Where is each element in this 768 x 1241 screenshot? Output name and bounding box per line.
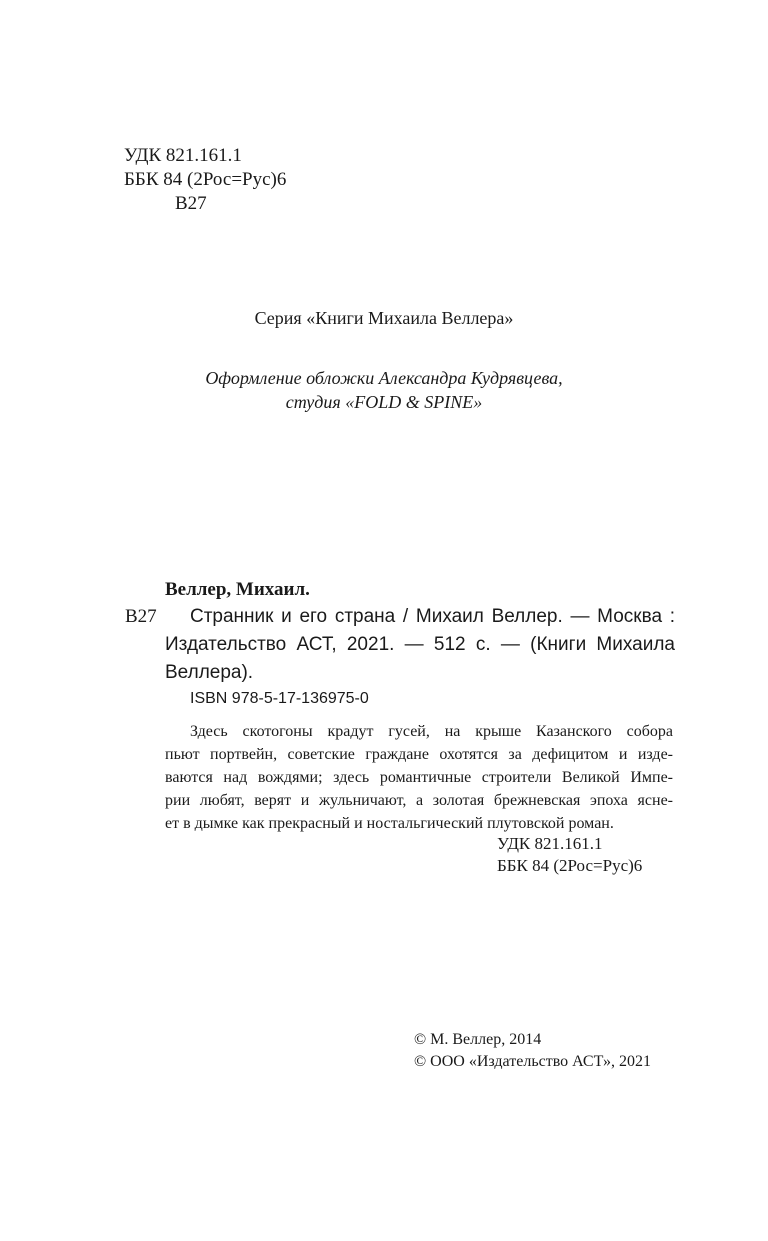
udk-code: УДК 821.161.1 xyxy=(124,145,242,166)
annotation-line: ваются над вождями; здесь романтичные строители Великой Импе- xyxy=(165,769,673,786)
copyright-block xyxy=(414,1029,651,1073)
bbk-code: ББК 84 (2Рос=Рус)6 xyxy=(124,169,287,190)
bibliographic-description xyxy=(165,603,675,687)
annotation-line: ет в дымке как прекрасный и ностальгический плутовской роман. xyxy=(165,815,614,832)
bbk-code-bottom: ББК 84 (2Рос=Рус)6 xyxy=(497,856,643,875)
copyright-publisher: © ООО «Издательство АСТ», 2021 xyxy=(414,1053,651,1070)
udk-code-bottom: УДК 821.161.1 xyxy=(497,834,603,853)
bib-line-1: Странник и его страна / Михаил Веллер. — Москва : xyxy=(190,606,675,627)
author-heading: Веллер, Михаил. xyxy=(165,579,310,600)
bib-author-sign: В27 xyxy=(125,606,157,627)
annotation-line: пьют портвейн, советские граждане охотятся за дефицитом и изде- xyxy=(165,746,673,763)
bib-line-3: Веллера). xyxy=(165,662,254,683)
annotation-line: Здесь скотогоны крадут гусей, на крыше Казанского собора xyxy=(190,723,673,740)
isbn: ISBN 978-5-17-136975-0 xyxy=(190,690,369,707)
annotation-line: рии любят, верят и жульничают, а золотая брежневская эпоха ясне- xyxy=(165,792,673,809)
copyright-author: © М. Веллер, 2014 xyxy=(414,1031,542,1048)
cover-design-line-2: студия «FOLD & SPINE» xyxy=(285,392,483,412)
annotation xyxy=(165,720,673,835)
classification-bottom xyxy=(497,833,642,877)
classification-top xyxy=(124,144,286,216)
cover-design-credit xyxy=(0,366,768,414)
bib-line-2: Издательство АСТ, 2021. — 512 с. — (Книги Михаила xyxy=(165,634,675,655)
series-title: Серия «Книги Михаила Веллера» xyxy=(254,308,514,328)
author-sign: В27 xyxy=(175,193,207,214)
cover-design-line-1: Оформление обложки Александра Кудрявцева, xyxy=(205,368,563,388)
